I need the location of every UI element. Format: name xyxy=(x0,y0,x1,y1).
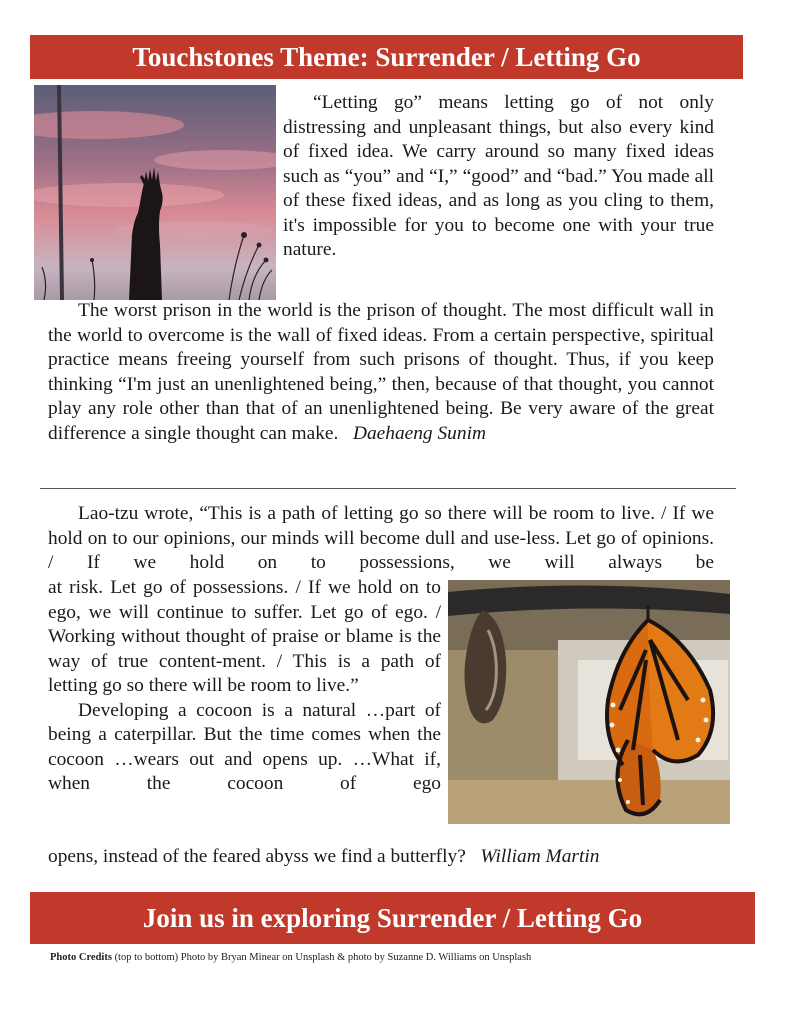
invitation-text: Join us in exploring Surrender / Letting Go xyxy=(142,903,643,933)
quote2-lead-text: Lao-tzu wrote, “This is a path of letting go so there will be room to live. / If we hold on to our opinions, our minds will become dull and use-less. Let go of opinions. / If we hold on to possessions, we will always be xyxy=(48,503,714,573)
quote2-wrapped xyxy=(48,576,441,797)
butterfly-chrysalis-photo xyxy=(448,580,730,824)
quote1-intro xyxy=(283,91,714,263)
quote2-lead xyxy=(48,502,714,576)
quote1-paragraph2: The worst prison in the world is the prison of thought. The most difficult wall in the world to overcome is the wall of fixed ideas. From a certain perspective, spiritual practice means freeing yourself from such prisons of thought. Thus, if you keep thinking “I'm just an unenlightened being,” then, because of that thought, you cannot play any role other than that of an unenlightened being. Be very aware of the great difference a single thought can make. xyxy=(48,300,714,444)
quote2-wrap-text: at risk. Let go of possessions. / If we hold on to ego, we will continue to suffer. Let go of ego. / Working without thought of praise or blame is the way of true content-ment. / This is a path of letting go so there will be room to live.” xyxy=(48,577,441,696)
quote1-body xyxy=(48,299,714,446)
quote1-author: Daehaeng Sunim xyxy=(352,422,486,444)
page-title-banner xyxy=(30,35,743,79)
page-title: Touchstones Theme: Surrender / Letting Go xyxy=(132,42,641,72)
section-divider xyxy=(40,488,736,489)
quote2-author: William Martin xyxy=(480,846,600,867)
quote2-paragraph2: Developing a cocoon is a natural …part of being a caterpillar. But the time comes when the cocoon …wears out and opens up. …What if, when the cocoon of ego xyxy=(48,699,441,794)
invitation-banner xyxy=(30,892,755,944)
photo-credits-label: Photo Credits xyxy=(50,952,112,963)
raised-hand-sunset-photo xyxy=(34,85,276,300)
quote2-tail: opens, instead of the feared abyss we find a butterfly? xyxy=(48,846,466,867)
quote2-closing xyxy=(48,845,714,870)
photo-credits-text: (top to bottom) Photo by Bryan Minear on Unsplash & photo by Suzanne D. Williams on Unsplash xyxy=(111,952,532,963)
quote1-paragraph1: “Letting go” means letting go of not only distressing and unpleasant things, but also every kind of fixed idea. We carry around so many fixed ideas such as “you” and “I,” “good” and “bad.” You made all of these fixed ideas, and as long as you cling to them, it's impossible for you to become one with your true nature. xyxy=(283,92,714,260)
photo-credits xyxy=(50,952,531,963)
